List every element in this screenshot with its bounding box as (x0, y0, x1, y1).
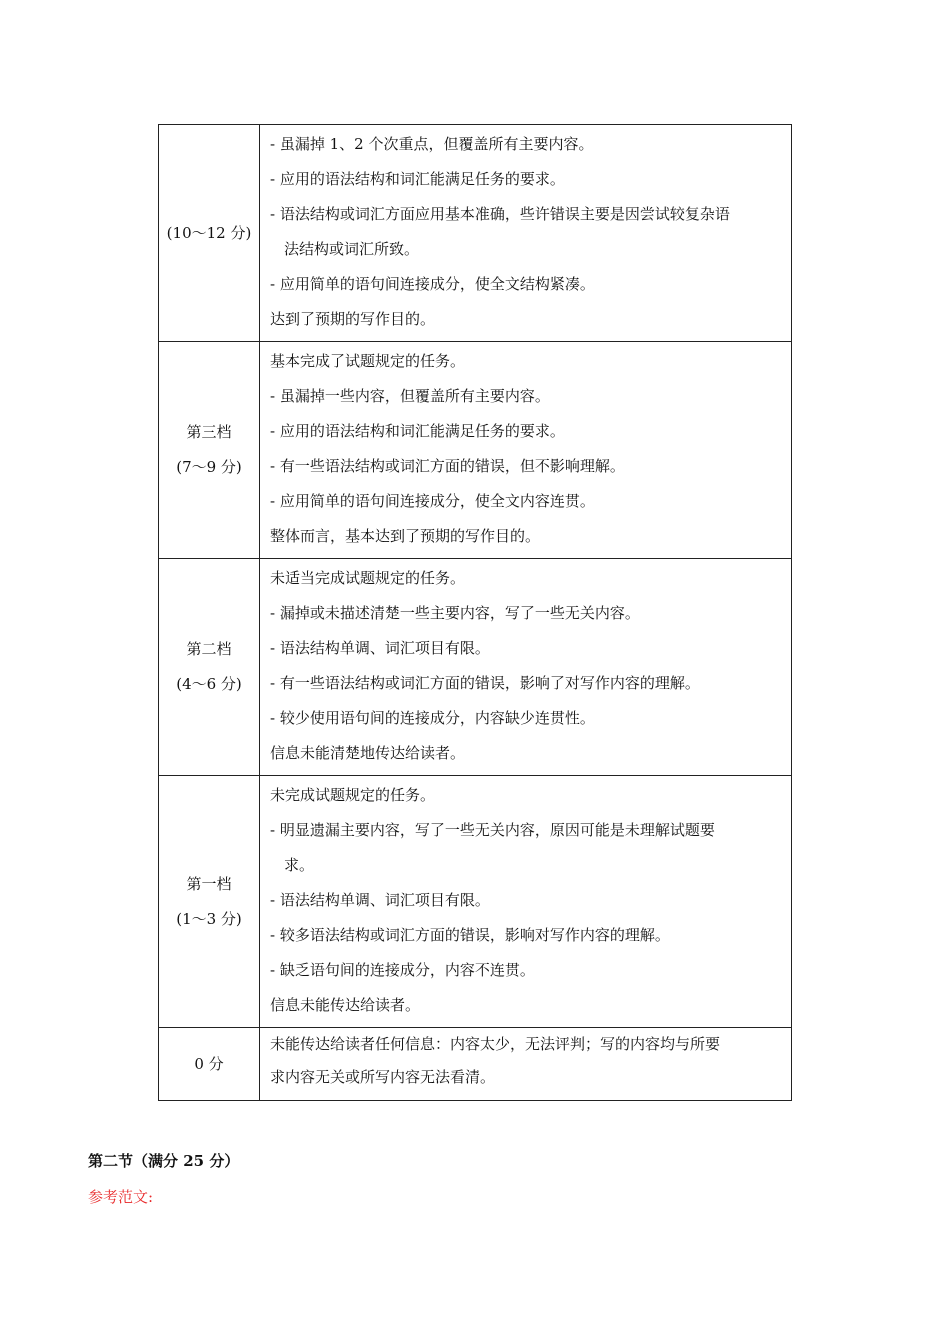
rubric-description-cell (260, 125, 792, 342)
rubric-criterion-line: - 应用的语法结构和词汇能满足任务的要求。 (270, 170, 565, 188)
rubric-criterion-line: - 有一些语法结构或词汇方面的错误，但不影响理解。 (270, 457, 625, 475)
rubric-criterion-line: 未适当完成试题规定的任务。 (270, 569, 466, 587)
rubric-row (159, 125, 792, 342)
rubric-level-cell (159, 559, 260, 776)
rubric-score-range: (10～12 分) (166, 223, 252, 242)
rubric-row (159, 559, 792, 776)
rubric-criterion-line: 基本完成了试题规定的任务。 (270, 352, 466, 370)
rubric-criterion-line: 未能传达给读者任何信息：内容太少，无法评判；写的内容均与所要 (270, 1035, 721, 1053)
rubric-criterion-line: 求。 (284, 856, 315, 874)
rubric-criterion-line: 信息未能传达给读者。 (270, 996, 421, 1014)
rubric-level-name: 第一档 (186, 874, 232, 893)
rubric-level-cell (159, 342, 260, 559)
rubric-criterion-line: - 语法结构或词汇方面应用基本准确，些许错误主要是因尝试较复杂语 (270, 205, 730, 223)
sample-essay-label: 参考范文: (88, 1188, 154, 1206)
rubric-criterion-line: - 语法结构单调、词汇项目有限。 (270, 891, 490, 909)
rubric-criterion-line: - 语法结构单调、词汇项目有限。 (270, 639, 490, 657)
rubric-criterion-line: - 虽漏掉 1、2 个次重点，但覆盖所有主要内容。 (270, 135, 594, 153)
rubric-criterion-line: 求内容无关或所写内容无法看清。 (270, 1068, 496, 1086)
rubric-criterion-line: - 漏掉或未描述清楚一些主要内容，写了一些无关内容。 (270, 604, 640, 622)
rubric-description-cell (260, 1028, 792, 1101)
rubric-score-range: (1～3 分) (176, 909, 242, 928)
rubric-level-cell (159, 776, 260, 1028)
rubric-criterion-line: - 缺乏语句间的连接成分，内容不连贯。 (270, 961, 535, 979)
rubric-criterion-line: 法结构或词汇所致。 (284, 240, 420, 258)
rubric-row (159, 1028, 792, 1101)
rubric-score-range: (4～6 分) (176, 675, 242, 693)
rubric-score-range: (7～9 分) (176, 458, 242, 476)
rubric-criterion-line: - 应用的语法结构和词汇能满足任务的要求。 (270, 422, 565, 440)
rubric-criterion-line: 达到了预期的写作目的。 (270, 310, 436, 328)
rubric-criterion-line: - 较少使用语句间的连接成分，内容缺少连贯性。 (270, 709, 595, 727)
rubric-row (159, 342, 792, 559)
rubric-criterion-line: 未完成试题规定的任务。 (270, 786, 436, 804)
rubric-criterion-line: - 应用简单的语句间连接成分，使全文结构紧凑。 (270, 275, 595, 293)
rubric-level-name: 第三档 (186, 423, 232, 441)
rubric-row (159, 776, 792, 1028)
rubric-description-cell (260, 559, 792, 776)
rubric-description-cell (260, 342, 792, 559)
rubric-level-cell (159, 125, 260, 342)
rubric-criterion-line: 整体而言，基本达到了预期的写作目的。 (270, 527, 541, 545)
rubric-level-name: 第二档 (186, 640, 232, 658)
rubric-criterion-line: - 明显遗漏主要内容，写了一些无关内容，原因可能是未理解试题要 (270, 821, 715, 839)
scoring-rubric-table (158, 124, 792, 1101)
rubric-criterion-line: - 较多语法结构或词汇方面的错误，影响对写作内容的理解。 (270, 926, 670, 944)
rubric-criterion-line: - 应用简单的语句间连接成分，使全文内容连贯。 (270, 492, 595, 510)
section-heading: 第二节（满分 25 分） (88, 1152, 240, 1170)
rubric-criterion-line: 信息未能清楚地传达给读者。 (270, 744, 466, 762)
rubric-criterion-line: - 有一些语法结构或词汇方面的错误，影响了对写作内容的理解。 (270, 674, 700, 692)
rubric-level-name: 0 分 (194, 1054, 224, 1073)
rubric-description-cell (260, 776, 792, 1028)
rubric-body (159, 125, 792, 1101)
rubric-criterion-line: - 虽漏掉一些内容，但覆盖所有主要内容。 (270, 387, 550, 405)
rubric-level-cell (159, 1028, 260, 1101)
